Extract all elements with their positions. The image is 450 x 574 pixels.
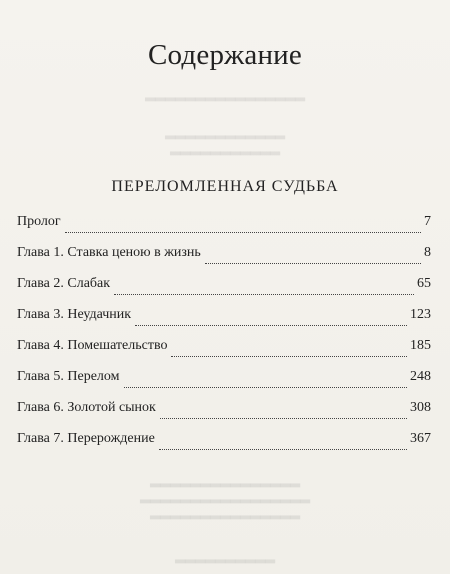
toc-entry-page: 185 [410, 338, 431, 353]
dot-leader [124, 386, 408, 388]
toc-entry-title: Глава 6. Золотой сынок [17, 400, 156, 415]
dot-leader [160, 417, 407, 419]
bleed-through-text: ▂▂▂▂▂▂▂▂▂▂▂ [170, 140, 280, 155]
toc-entry[interactable] [17, 307, 431, 338]
toc-entry-title: Глава 4. Помешательство [17, 338, 168, 353]
toc-entry-title: Глава 7. Перерождение [17, 431, 155, 446]
bleed-through-text: ▂▂▂▂▂▂▂▂▂▂▂▂▂▂▂ [150, 504, 300, 519]
bleed-through-text: ▂▂▂▂▂▂▂▂▂▂▂▂▂▂▂▂▂ [140, 488, 310, 503]
toc-entry[interactable] [17, 245, 431, 276]
toc-entry-page: 123 [410, 307, 431, 322]
toc-entry-page: 7 [424, 214, 431, 229]
dot-leader [159, 448, 407, 450]
toc-entry-title: Глава 2. Слабак [17, 276, 111, 291]
dot-leader [135, 324, 407, 326]
bleed-through-text: ▂▂▂▂▂▂▂▂▂▂▂▂▂▂▂▂ [145, 86, 305, 101]
toc-entry[interactable] [17, 431, 431, 462]
toc-entry[interactable] [17, 276, 431, 307]
dot-leader [114, 293, 414, 295]
section-title: ПЕРЕЛОМЛЕННАЯ СУДЬБА [111, 178, 339, 195]
bleed-through-text: ▂▂▂▂▂▂▂▂▂▂▂▂ [165, 124, 285, 139]
toc-entry-page: 65 [417, 276, 431, 291]
dot-leader [171, 355, 407, 357]
page-title: Содержание [148, 39, 302, 71]
toc-entry[interactable] [17, 338, 431, 369]
toc-entry-page: 248 [410, 369, 431, 384]
toc-entry-page: 367 [410, 431, 431, 446]
toc-entry[interactable] [17, 400, 431, 431]
dot-leader [205, 262, 421, 264]
toc-entry[interactable] [17, 214, 431, 245]
toc-entry-page: 8 [424, 245, 431, 260]
toc-entry-title: Глава 5. Перелом [17, 369, 120, 384]
table-of-contents [17, 214, 431, 462]
toc-entry[interactable] [17, 369, 431, 400]
toc-entry-page: 308 [410, 400, 431, 415]
dot-leader [65, 231, 421, 233]
toc-entry-title: Глава 3. Неудачник [17, 307, 132, 322]
toc-entry-title: Пролог [17, 214, 61, 229]
bleed-through-text: ▂▂▂▂▂▂▂▂▂▂ [175, 548, 275, 563]
bleed-through-text: ▂▂▂▂▂▂▂▂▂▂▂▂▂▂▂ [150, 472, 300, 487]
toc-entry-title: Глава 1. Ставка ценою в жизнь [17, 245, 201, 260]
